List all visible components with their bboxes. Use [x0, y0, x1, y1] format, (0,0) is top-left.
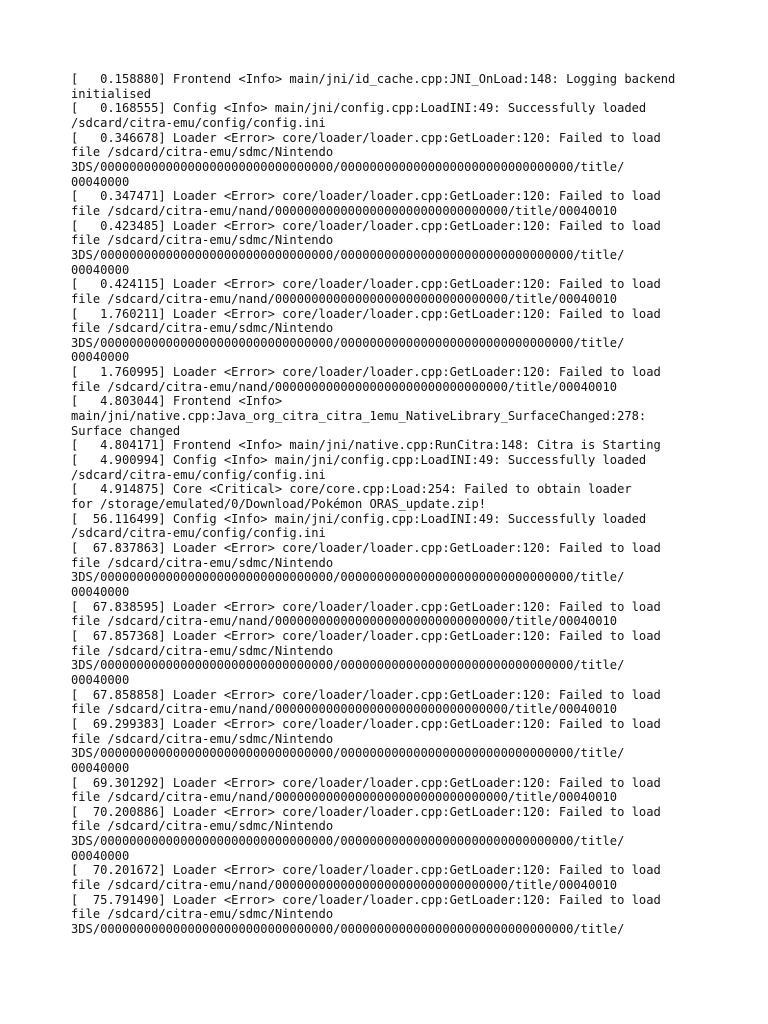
log-line: [ 0.346678] Loader <Error> core/loader/loader.cpp:GetLoader:120: Failed to load [71, 130, 661, 145]
log-line: /sdcard/citra-emu/config/config.ini [71, 115, 326, 130]
log-line: [ 1.760995] Loader <Error> core/loader/loader.cpp:GetLoader:120: Failed to load [71, 365, 661, 380]
log-line: file /sdcard/citra-emu/sdmc/Nintendo [71, 321, 334, 336]
log-line: file /sdcard/citra-emu/nand/00000000000000000000000000000000/title/00040010 [71, 203, 618, 218]
log-line: [ 67.838595] Loader <Error> core/loader/loader.cpp:GetLoader:120: Failed to load [71, 599, 661, 614]
log-line: 00040000 [71, 672, 130, 687]
log-line: file /sdcard/citra-emu/sdmc/Nintendo [71, 731, 334, 746]
log-line: [ 0.347471] Loader <Error> core/loader/loader.cpp:GetLoader:120: Failed to load [71, 189, 661, 204]
log-line: 3DS/00000000000000000000000000000000/00000000000000000000000000000000/title/ [71, 922, 625, 937]
log-line: initialised [71, 86, 152, 101]
log-line: [ 70.201672] Loader <Error> core/loader/loader.cpp:GetLoader:120: Failed to load [71, 863, 661, 878]
log-line: /sdcard/citra-emu/config/config.ini [71, 526, 326, 541]
log-line: file /sdcard/citra-emu/nand/00000000000000000000000000000000/title/00040010 [71, 291, 618, 306]
log-line: 3DS/00000000000000000000000000000000/00000000000000000000000000000000/title/ [71, 570, 625, 585]
log-line: 3DS/00000000000000000000000000000000/00000000000000000000000000000000/title/ [71, 247, 625, 262]
log-output[interactable] [71, 72, 761, 937]
log-line: for /storage/emulated/0/Download/Pokémon ORAS_update.zip! [71, 497, 487, 512]
log-line: main/jni/native.cpp:Java_org_citra_citra_1emu_NativeLibrary_SurfaceChanged:278: [71, 409, 647, 424]
log-line: [ 67.837863] Loader <Error> core/loader/loader.cpp:GetLoader:120: Failed to load [71, 541, 661, 555]
log-line: file /sdcard/citra-emu/sdmc/Nintendo [71, 819, 334, 834]
log-line: Surface changed [71, 423, 181, 438]
log-line: file /sdcard/citra-emu/nand/00000000000000000000000000000000/title/00040010 [71, 702, 618, 717]
log-line: 00040000 [71, 848, 130, 863]
log-line: [ 4.803044] Frontend <Info> [71, 394, 283, 409]
log-line: file /sdcard/citra-emu/nand/00000000000000000000000000000000/title/00040010 [71, 790, 618, 805]
log-line: 00040000 [71, 262, 130, 277]
log-line: [ 4.914875] Core <Critical> core/core.cpp:Load:254: Failed to obtain loader [71, 482, 632, 497]
log-line: 3DS/00000000000000000000000000000000/00000000000000000000000000000000/title/ [71, 658, 625, 673]
log-line: [ 0.424115] Loader <Error> core/loader/loader.cpp:GetLoader:120: Failed to load [71, 277, 661, 292]
log-line: 00040000 [71, 174, 130, 189]
log-line: [ 4.900994] Config <Info> main/jni/config.cpp:LoadINI:49: Successfully loaded [71, 453, 647, 468]
log-line: [ 75.791490] Loader <Error> core/loader/loader.cpp:GetLoader:120: Failed to load [71, 892, 661, 907]
log-line: file /sdcard/citra-emu/sdmc/Nintendo [71, 643, 334, 658]
log-line: [ 69.299383] Loader <Error> core/loader/loader.cpp:GetLoader:120: Failed to load [71, 716, 661, 731]
log-line: file /sdcard/citra-emu/sdmc/Nintendo [71, 145, 334, 160]
log-line: 3DS/00000000000000000000000000000000/00000000000000000000000000000000/title/ [71, 834, 625, 849]
log-line: [ 0.168555] Config <Info> main/jni/config.cpp:LoadINI:49: Successfully loaded [71, 101, 647, 116]
log-line: 00040000 [71, 760, 130, 775]
log-line: [ 67.857368] Loader <Error> core/loader/loader.cpp:GetLoader:120: Failed to load [71, 628, 661, 643]
log-line: [ 4.804171] Frontend <Info> main/jni/native.cpp:RunCitra:148: Citra is Starting [71, 438, 661, 453]
log-line: file /sdcard/citra-emu/nand/00000000000000000000000000000000/title/00040010 [71, 614, 618, 629]
log-line: [ 69.301292] Loader <Error> core/loader/loader.cpp:GetLoader:120: Failed to load [71, 775, 661, 790]
log-line: [ 70.200886] Loader <Error> core/loader/loader.cpp:GetLoader:120: Failed to load [71, 804, 661, 819]
log-line: file /sdcard/citra-emu/nand/00000000000000000000000000000000/title/00040010 [71, 379, 618, 394]
log-line: 3DS/00000000000000000000000000000000/00000000000000000000000000000000/title/ [71, 159, 625, 174]
log-line: 3DS/00000000000000000000000000000000/00000000000000000000000000000000/title/ [71, 746, 625, 761]
log-line: 3DS/00000000000000000000000000000000/00000000000000000000000000000000/title/ [71, 335, 625, 350]
log-line: file /sdcard/citra-emu/sdmc/Nintendo [71, 907, 334, 922]
log-line: [ 56.116499] Config <Info> main/jni/config.cpp:LoadINI:49: Successfully loaded [71, 511, 647, 526]
log-line: 00040000 [71, 584, 130, 599]
log-line: /sdcard/citra-emu/config/config.ini [71, 467, 326, 482]
log-line: [ 0.423485] Loader <Error> core/loader/loader.cpp:GetLoader:120: Failed to load [71, 218, 661, 233]
log-line: [ 67.858858] Loader <Error> core/loader/loader.cpp:GetLoader:120: Failed to load [71, 687, 661, 702]
log-line: file /sdcard/citra-emu/sdmc/Nintendo [71, 233, 334, 248]
log-line: file /sdcard/citra-emu/nand/00000000000000000000000000000000/title/00040010 [71, 878, 618, 893]
log-line: 00040000 [71, 350, 130, 365]
log-line: [ 1.760211] Loader <Error> core/loader/loader.cpp:GetLoader:120: Failed to load [71, 306, 661, 321]
log-line: [ 0.158880] Frontend <Info> main/jni/id_cache.cpp:JNI_OnLoad:148: Logging backend [71, 72, 676, 86]
log-line: file /sdcard/citra-emu/sdmc/Nintendo [71, 555, 334, 570]
